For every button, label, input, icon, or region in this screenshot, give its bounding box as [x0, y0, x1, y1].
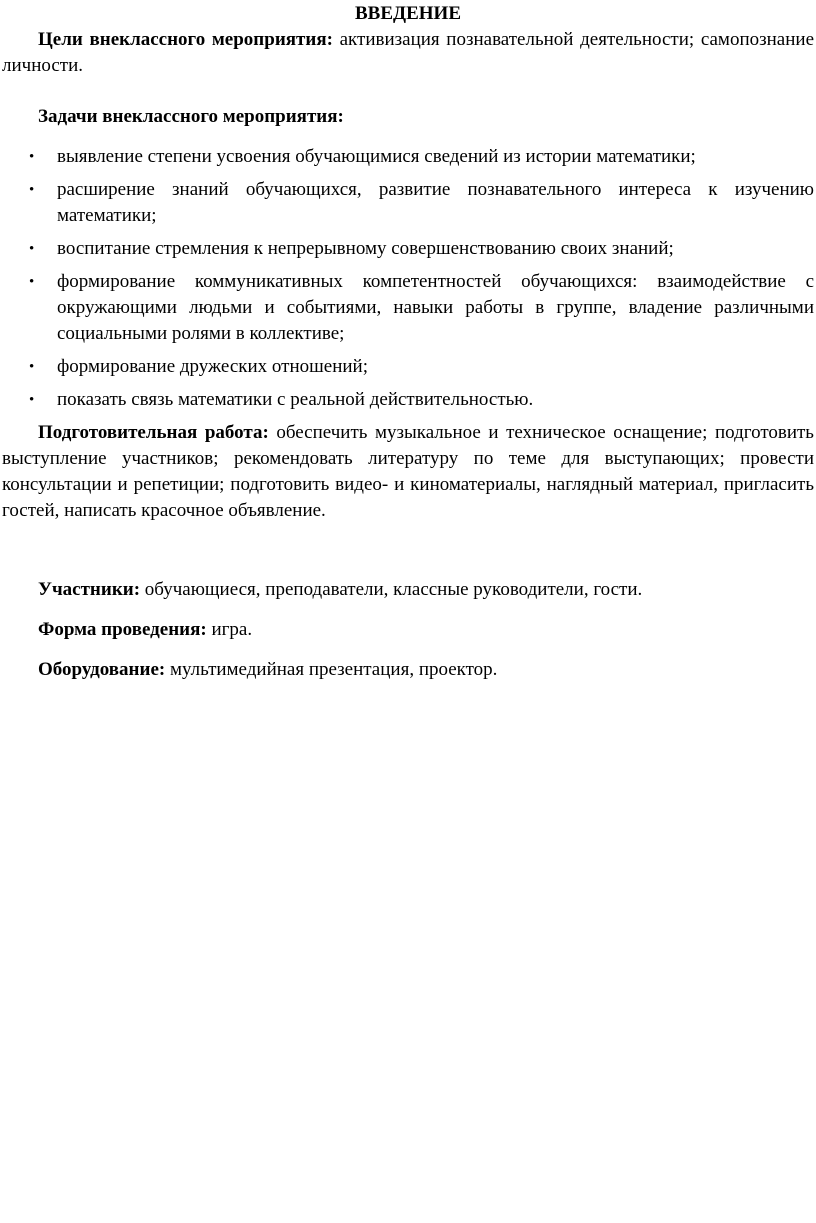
- participants-line: [2, 577, 814, 603]
- list-item: [2, 177, 814, 229]
- tasks-list: [2, 144, 814, 413]
- bullet-icon: •: [29, 274, 35, 290]
- list-item: [2, 269, 814, 347]
- bullet-icon: •: [29, 149, 35, 165]
- list-item: [2, 236, 814, 262]
- bullet-icon: •: [29, 392, 35, 408]
- list-item: [2, 144, 814, 170]
- equipment-text: мультимедийная презентация, проектор.: [165, 659, 498, 680]
- bullet-icon: •: [29, 359, 35, 375]
- goals-label: Цели внеклассного мероприятия:: [38, 29, 333, 50]
- bullet-icon: •: [29, 182, 35, 198]
- list-item-text: выявление степени усвоения обучающимися сведений из истории математики;: [57, 146, 696, 167]
- list-item-text: показать связь математики с реальной действительностью.: [57, 389, 534, 410]
- goals-text: активизация познавательной деятельности; самопознание личности.: [2, 29, 814, 76]
- form-line: [2, 617, 814, 643]
- preparation-paragraph: [2, 420, 814, 524]
- equipment-line: [2, 657, 814, 683]
- page-title: ВВЕДЕНИЕ: [355, 3, 461, 24]
- tasks-heading: Задачи внеклассного мероприятия:: [38, 106, 344, 127]
- list-item-text: расширение знаний обучающихся, развитие познавательного интереса к изучению математики;: [57, 179, 814, 226]
- list-item: [2, 354, 814, 380]
- preparation-text: обеспечить музыкальное и техническое оснащение; подготовить выступление участников; рекомендовать литературу по теме для выступающих; провести консультации и репетиции; подготовить видео- и киноматериалы, наглядный материал, пригласить гостей, написать красочное объявление.: [2, 422, 814, 521]
- list-item: [2, 387, 814, 413]
- participants-text: обучающиеся, преподаватели, классные руководители, гости.: [140, 579, 643, 600]
- bullet-icon: •: [29, 241, 35, 257]
- preparation-label: Подготовительная работа:: [38, 422, 269, 443]
- list-item-text: формирование коммуникативных компетентностей обучающихся: взаимодействие с окружающими людьми и событиями, навыки работы в группе, владение различными социальными ролями в коллективе;: [57, 271, 814, 344]
- goals-paragraph: [2, 27, 814, 79]
- participants-label: Участники:: [38, 579, 141, 600]
- form-label: Форма проведения:: [38, 619, 207, 640]
- form-text: игра.: [206, 619, 253, 640]
- equipment-label: Оборудование:: [38, 659, 166, 680]
- list-item-text: формирование дружеских отношений;: [57, 356, 368, 377]
- list-item-text: воспитание стремления к непрерывному совершенствованию своих знаний;: [57, 238, 674, 259]
